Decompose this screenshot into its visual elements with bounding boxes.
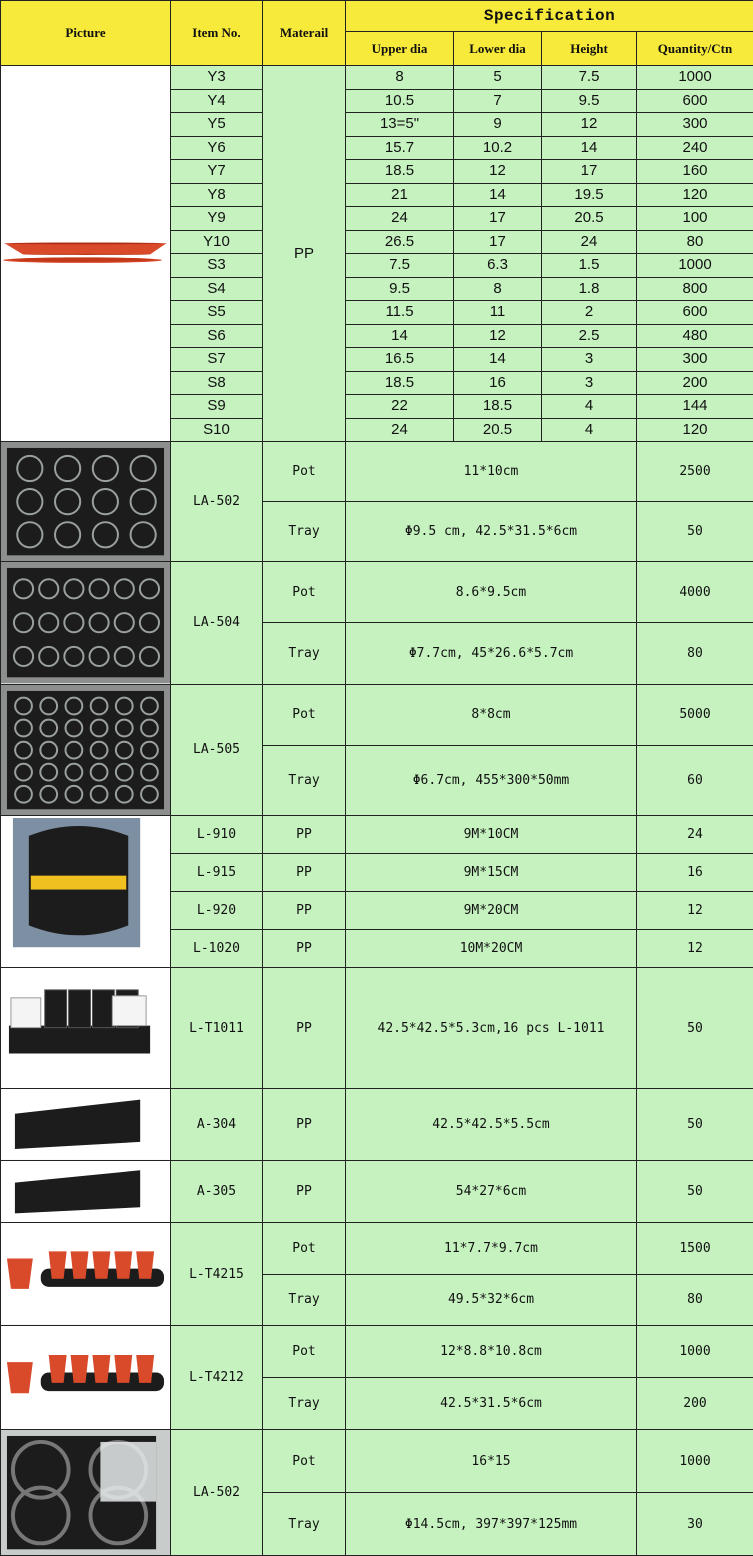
material-cell: PP: [263, 1089, 346, 1161]
header-specification: Specification: [346, 1, 753, 32]
quantity-value: 1500: [637, 1223, 753, 1274]
quantity-value: 1000: [637, 66, 753, 90]
lawn-edging-photo: [1, 815, 171, 967]
header-height: Height: [542, 32, 637, 66]
table-row: [1, 66, 753, 90]
lower-dia: 17: [454, 230, 542, 254]
height-value: 12: [542, 113, 637, 137]
height-value: 1.8: [542, 277, 637, 301]
quantity-value: 240: [637, 136, 753, 160]
quantity-value: 30: [637, 1493, 753, 1556]
quantity-value: 120: [637, 418, 753, 442]
pot-and-saucer-photo: [1, 66, 171, 442]
item-number: Y7: [171, 160, 263, 184]
item-number: Y8: [171, 183, 263, 207]
table-row: [1, 684, 753, 745]
quantity-value: 800: [637, 277, 753, 301]
item-number: L-920: [171, 891, 263, 929]
item-number: L-T1011: [171, 967, 263, 1088]
item-number: LA-502: [171, 1430, 263, 1556]
item-number: Y10: [171, 230, 263, 254]
table-row: [1, 442, 753, 502]
material-cell: PP: [263, 891, 346, 929]
quantity-value: 200: [637, 371, 753, 395]
spec-cell: 49.5*32*6cm: [346, 1274, 637, 1325]
flat-tray-photo: [1, 1089, 171, 1161]
upper-dia: 26.5: [346, 230, 454, 254]
height-value: 9.5: [542, 89, 637, 113]
item-number: L-T4212: [171, 1325, 263, 1429]
material-cell: PP: [263, 929, 346, 967]
spec-cell: Φ6.7cm, 455*300*50mm: [346, 745, 637, 815]
upper-dia: 22: [346, 395, 454, 419]
lower-dia: 12: [454, 160, 542, 184]
height-value: 1.5: [542, 254, 637, 278]
item-number: L-1020: [171, 929, 263, 967]
upper-dia: 24: [346, 207, 454, 231]
spec-cell: 42.5*31.5*6cm: [346, 1377, 637, 1429]
height-value: 2: [542, 301, 637, 325]
header-item-no: Item No.: [171, 1, 263, 66]
height-value: 17: [542, 160, 637, 184]
quantity-value: 200: [637, 1377, 753, 1429]
height-value: 4: [542, 418, 637, 442]
height-value: 2.5: [542, 324, 637, 348]
lower-dia: 20.5: [454, 418, 542, 442]
quantity-value: 50: [637, 1089, 753, 1161]
height-value: 14: [542, 136, 637, 160]
upper-dia: 15.7: [346, 136, 454, 160]
upper-dia: 24: [346, 418, 454, 442]
spec-cell: 42.5*42.5*5.3cm,16 pcs L-1011: [346, 967, 637, 1088]
upper-dia: 13=5": [346, 113, 454, 137]
spec-cell: 42.5*42.5*5.5cm: [346, 1089, 637, 1161]
item-number: Y3: [171, 66, 263, 90]
material-cell: PP: [263, 853, 346, 891]
spec-cell: 10M*20CM: [346, 929, 637, 967]
lower-dia: 11: [454, 301, 542, 325]
item-number: L-T4215: [171, 1223, 263, 1325]
upper-dia: 8: [346, 66, 454, 90]
quantity-value: 50: [637, 1160, 753, 1223]
quantity-value: 50: [637, 502, 753, 562]
quantity-value: 160: [637, 160, 753, 184]
lower-dia: 14: [454, 348, 542, 372]
item-number: A-304: [171, 1089, 263, 1161]
upper-dia: 18.5: [346, 160, 454, 184]
upper-dia: 14: [346, 324, 454, 348]
spec-cell: 8.6*9.5cm: [346, 562, 637, 623]
height-value: 3: [542, 348, 637, 372]
item-number: A-305: [171, 1160, 263, 1223]
header-upper-dia: Upper dia: [346, 32, 454, 66]
quantity-value: 600: [637, 89, 753, 113]
height-value: 20.5: [542, 207, 637, 231]
quantity-value: 80: [637, 623, 753, 684]
lower-dia: 16: [454, 371, 542, 395]
item-number: L-915: [171, 853, 263, 891]
lower-dia: 5: [454, 66, 542, 90]
height-value: 4: [542, 395, 637, 419]
height-value: 24: [542, 230, 637, 254]
item-number: S4: [171, 277, 263, 301]
item-number: S6: [171, 324, 263, 348]
header-material: Materail: [263, 1, 346, 66]
material-cell: Pot: [263, 1223, 346, 1274]
table-row: [1, 562, 753, 623]
quantity-value: 50: [637, 967, 753, 1088]
material-cell: PP: [263, 815, 346, 853]
item-number: Y6: [171, 136, 263, 160]
quantity-value: 80: [637, 230, 753, 254]
cell-tray-photo: [1, 967, 171, 1088]
material-cell: PP: [263, 66, 346, 442]
upper-dia: 10.5: [346, 89, 454, 113]
large-tray-photo: [1, 1430, 171, 1556]
upper-dia: 11.5: [346, 301, 454, 325]
lower-dia: 14: [454, 183, 542, 207]
pot-rack-photo: [1, 1223, 171, 1325]
quantity-value: 2500: [637, 442, 753, 502]
seed-tray-photo: [1, 442, 171, 562]
material-cell: Pot: [263, 684, 346, 745]
height-value: 3: [542, 371, 637, 395]
table-row: [1, 967, 753, 1088]
spec-cell: Φ9.5 cm, 42.5*31.5*6cm: [346, 502, 637, 562]
height-value: 7.5: [542, 66, 637, 90]
item-number: Y4: [171, 89, 263, 113]
upper-dia: 21: [346, 183, 454, 207]
quantity-value: 300: [637, 348, 753, 372]
material-cell: Tray: [263, 745, 346, 815]
material-cell: Tray: [263, 1274, 346, 1325]
flat-tray-photo: [1, 1160, 171, 1223]
spec-cell: 9M*20CM: [346, 891, 637, 929]
item-number: S5: [171, 301, 263, 325]
item-number: L-910: [171, 815, 263, 853]
header-lower-dia: Lower dia: [454, 32, 542, 66]
quantity-value: 12: [637, 929, 753, 967]
quantity-value: 60: [637, 745, 753, 815]
upper-dia: 16.5: [346, 348, 454, 372]
lower-dia: 10.2: [454, 136, 542, 160]
table-row: [1, 1430, 753, 1493]
lower-dia: 6.3: [454, 254, 542, 278]
spec-cell: Φ7.7cm, 45*26.6*5.7cm: [346, 623, 637, 684]
lower-dia: 9: [454, 113, 542, 137]
material-cell: Pot: [263, 1430, 346, 1493]
seed-tray-photo: [1, 562, 171, 684]
quantity-value: 12: [637, 891, 753, 929]
spec-cell: 54*27*6cm: [346, 1160, 637, 1223]
lower-dia: 7: [454, 89, 542, 113]
material-cell: Tray: [263, 502, 346, 562]
material-cell: Tray: [263, 623, 346, 684]
quantity-value: 144: [637, 395, 753, 419]
header-picture: Picture: [1, 1, 171, 66]
seed-tray-photo: [1, 684, 171, 815]
item-number: Y5: [171, 113, 263, 137]
item-number: S10: [171, 418, 263, 442]
table-row: [1, 815, 753, 853]
quantity-value: 80: [637, 1274, 753, 1325]
item-number: LA-502: [171, 442, 263, 562]
quantity-value: 1000: [637, 254, 753, 278]
quantity-value: 4000: [637, 562, 753, 623]
item-number: LA-504: [171, 562, 263, 684]
lower-dia: 18.5: [454, 395, 542, 419]
item-number: S9: [171, 395, 263, 419]
material-cell: Pot: [263, 442, 346, 502]
spec-cell: 16*15: [346, 1430, 637, 1493]
spec-cell: 12*8.8*10.8cm: [346, 1325, 637, 1377]
header-quantity: Quantity/Ctn: [637, 32, 753, 66]
quantity-value: 100: [637, 207, 753, 231]
item-number: Y9: [171, 207, 263, 231]
material-cell: Tray: [263, 1493, 346, 1556]
quantity-value: 480: [637, 324, 753, 348]
lower-dia: 12: [454, 324, 542, 348]
quantity-value: 5000: [637, 684, 753, 745]
material-cell: PP: [263, 967, 346, 1088]
material-cell: Pot: [263, 562, 346, 623]
material-cell: PP: [263, 1160, 346, 1223]
spec-cell: 11*7.7*9.7cm: [346, 1223, 637, 1274]
upper-dia: 9.5: [346, 277, 454, 301]
table-row: [1, 1223, 753, 1274]
spec-cell: 9M*10CM: [346, 815, 637, 853]
quantity-value: 1000: [637, 1430, 753, 1493]
item-number: S8: [171, 371, 263, 395]
material-cell: Tray: [263, 1377, 346, 1429]
quantity-value: 600: [637, 301, 753, 325]
upper-dia: 18.5: [346, 371, 454, 395]
spec-cell: 11*10cm: [346, 442, 637, 502]
quantity-value: 300: [637, 113, 753, 137]
material-cell: Pot: [263, 1325, 346, 1377]
spec-cell: Φ14.5cm, 397*397*125mm: [346, 1493, 637, 1556]
item-number: LA-505: [171, 684, 263, 815]
quantity-value: 120: [637, 183, 753, 207]
item-number: S7: [171, 348, 263, 372]
upper-dia: 7.5: [346, 254, 454, 278]
table-row: [1, 1325, 753, 1377]
quantity-value: 16: [637, 853, 753, 891]
lower-dia: 8: [454, 277, 542, 301]
table-row: [1, 1089, 753, 1161]
spec-cell: 8*8cm: [346, 684, 637, 745]
height-value: 19.5: [542, 183, 637, 207]
pot-rack-photo: [1, 1325, 171, 1429]
lower-dia: 17: [454, 207, 542, 231]
spec-cell: 9M*15CM: [346, 853, 637, 891]
item-number: S3: [171, 254, 263, 278]
quantity-value: 1000: [637, 1325, 753, 1377]
quantity-value: 24: [637, 815, 753, 853]
table-row: [1, 1160, 753, 1223]
